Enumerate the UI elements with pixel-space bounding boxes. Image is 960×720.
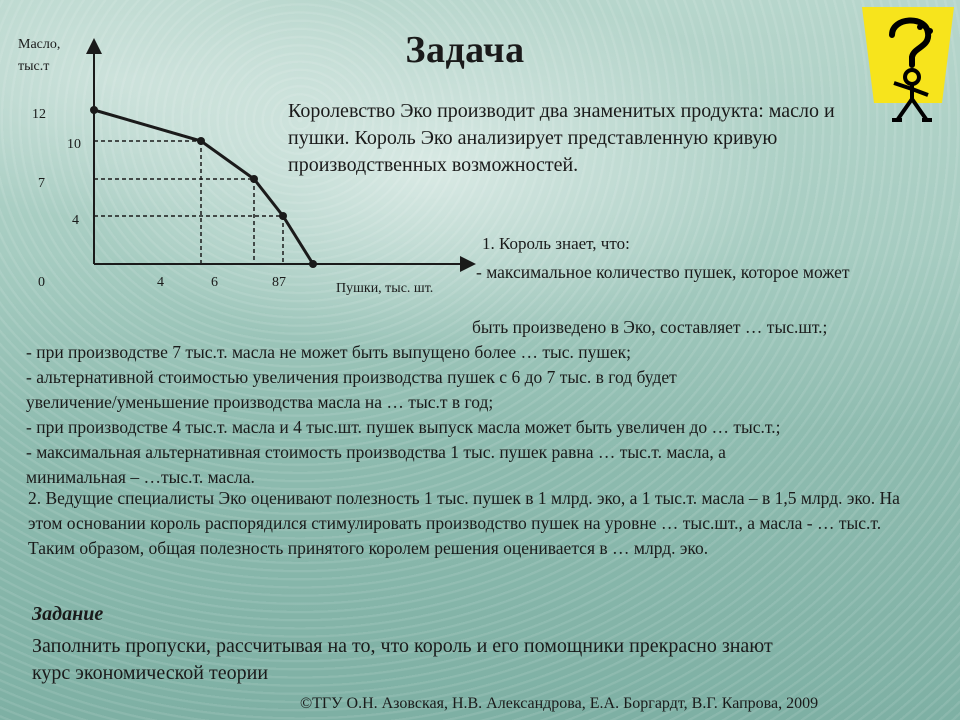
ppf-point-a xyxy=(90,106,98,114)
ppf-point-d xyxy=(279,212,287,220)
task-text: Заполнить пропуски, рассчитывая на то, что король и его помощники прекрасно знают курс экономической теории xyxy=(32,635,773,684)
y-tick-10: 10 xyxy=(67,137,81,152)
x-tick-87: 87 xyxy=(272,275,286,290)
q1-item: - максимальная альтернативная стоимость производства 1 тыс. пушек равна … тыс.т. масла, а xyxy=(26,442,726,462)
slide-title: Задача xyxy=(405,29,525,71)
q1-item: увеличение/уменьшение производства масла на … тыс.т в год; xyxy=(26,392,494,412)
q1-line-1: - максимальное количество пушек, которое может xyxy=(476,262,850,282)
y-axis-label-unit: тыс.т xyxy=(18,59,50,74)
x-tick-4: 4 xyxy=(157,275,164,290)
y-tick-12: 12 xyxy=(32,107,46,122)
guide-lines xyxy=(94,141,283,264)
intro-text: Королевство Эко производит два знаменитых продукта: масло и пушки. Король Эко анализирует представленную кривую производственных возможностей. xyxy=(288,100,835,176)
q1-item: минимальная – …тыс.т. масла. xyxy=(26,467,255,487)
ppf-curve xyxy=(94,110,313,264)
q1-list xyxy=(26,340,946,490)
task-title: Задание xyxy=(32,603,104,625)
y-tick-4: 4 xyxy=(72,213,79,228)
x-axis-label: Пушки, тыс. шт. xyxy=(336,281,434,296)
q1-line-2: быть произведено в Эко, составляет … тыс.шт.; xyxy=(472,317,828,337)
x-tick-6: 6 xyxy=(211,275,218,290)
q1-item: - при производстве 4 тыс.т. масла и 4 тыс.шт. пушек выпуск масла может быть увеличен до … тыс.т.; xyxy=(26,417,781,437)
footer-copyright: ©ТГУ О.Н. Азовская, Н.В. Александрова, Е.А. Боргардт, В.Г. Капрова, 2009 xyxy=(300,695,819,712)
q1-item: - альтернативной стоимостью увеличения производства пушек с 6 до 7 тыс. в год будет xyxy=(26,367,677,387)
q2-text: 2. Ведущие специалисты Эко оценивают полезность 1 тыс. пушек в 1 млрд. эко, а 1 тыс.т. масла – в 1,5 млрд. эко. На этом основании король распорядился стимулировать производство пушек на уровне … тыс.шт., а масла - … тыс.т. Таким образом, общая полезность принятого королем решения оценивается в … млрд. эко. xyxy=(28,488,900,558)
origin-label: 0 xyxy=(38,275,45,290)
q1-item: - при производстве 7 тыс.т. масла не может быть выпущено более … тыс. пушек; xyxy=(26,342,631,362)
y-axis-label: Масло, xyxy=(18,37,61,52)
ppf-point-e xyxy=(309,260,317,268)
ppf-point-b xyxy=(197,137,205,145)
y-tick-7: 7 xyxy=(38,176,45,191)
q1-header: 1. Король знает, что: xyxy=(482,234,630,253)
ppf-point-c xyxy=(250,175,258,183)
